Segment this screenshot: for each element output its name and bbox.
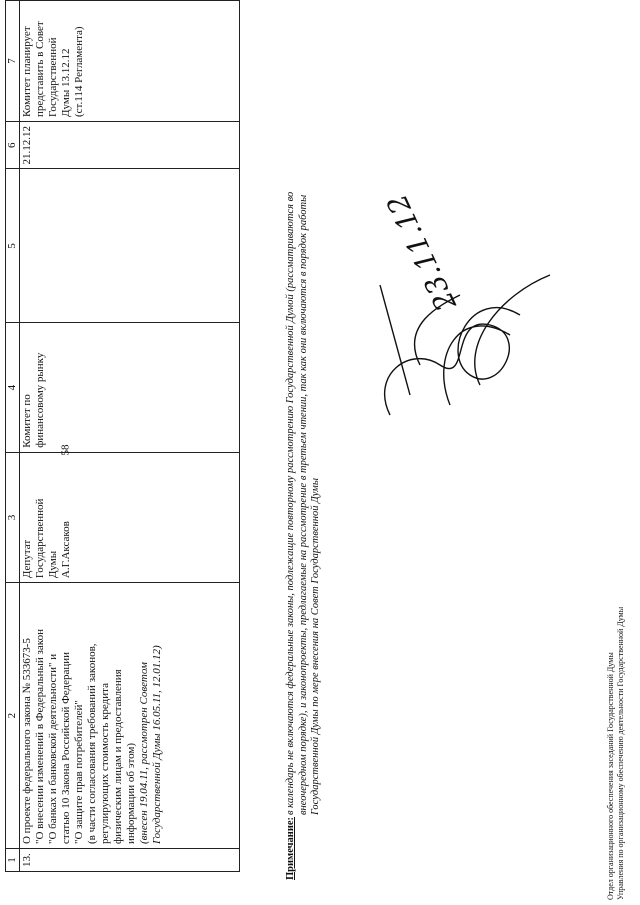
footer-line: Управления по организационному обеспечению деятельности Государственной Думы [616, 606, 625, 900]
col-header-3: 3 [6, 452, 20, 582]
bill-line: "О защите прав потребителей" [73, 700, 85, 845]
bill-line: информации об этом) [125, 742, 137, 845]
author-line: Депутат [21, 539, 33, 579]
footnote-label: Примечание: [285, 816, 296, 880]
col-header-2: 2 [6, 583, 20, 849]
col-header-7: 7 [6, 1, 20, 122]
footer-line: Отдел организационного обеспечения заседаний Государственной Думы [606, 652, 615, 900]
committee-line: Комитет по [21, 394, 33, 448]
bill-title: О проекте федерального закона № 533673-5 [21, 638, 33, 845]
calendar-table [5, 0, 240, 872]
note-line: (ст.114 Регламента) [73, 26, 85, 117]
col-header-4: 4 [6, 323, 20, 452]
bill-description [20, 583, 240, 849]
bill-line: (в части согласования требований законов, [86, 643, 98, 845]
signature-date: 23.11.12 [380, 189, 463, 317]
note-line: Думы 13.12.12 [60, 48, 72, 117]
bill-history: Государственной Думы 16.05.11, 12.01.12) [151, 645, 163, 845]
table-header-row [6, 1, 20, 872]
footnote-line: внеочередном порядке), и законопроекты, предлагаемые на рассмотрение в третьем чтении, так как они включаются в порядок работы [297, 194, 309, 815]
footnote-text [285, 175, 323, 815]
footnote-line: Государственной Думы по мере внесения на Совет Государственной Думы [310, 478, 321, 815]
signature-icon [350, 255, 560, 435]
note-line: Комитет планирует [21, 26, 33, 117]
note-line: представить в Совет [34, 21, 46, 117]
author-line: Государственной [34, 498, 46, 579]
col-header-6: 6 [6, 121, 20, 169]
bill-history: (внесен 19.04.11, рассмотрен Советом [138, 662, 150, 845]
bill-author [20, 452, 240, 582]
page-number: 58 [59, 444, 72, 456]
row-number: 13. [20, 849, 240, 872]
author-line: Думы [47, 550, 59, 579]
bill-line: регулирующих стоимость кредита [99, 683, 111, 845]
committee-line: финансовому рынку [34, 352, 46, 448]
note-line: Государственной [47, 37, 59, 117]
committee-note [20, 1, 240, 122]
bill-line: "О внесении изменений в Федеральный закон [34, 629, 46, 845]
col-header-1: 1 [6, 849, 20, 872]
bill-line: "О банках и банковской деятельности" и [47, 653, 59, 845]
footnote-line: в календарь не включаются федеральные законы, подлежащие повторному рассмотрению Государственной Думой (рассматриваются во [285, 191, 296, 815]
page-footer [606, 607, 626, 900]
table-row [20, 1, 240, 872]
consideration-date: 21.12.12 [20, 121, 240, 169]
bill-line: физическим лицам и предоставления [112, 669, 124, 845]
responsible-committee [20, 323, 240, 452]
author-line: А.Г.Аксаков [60, 521, 72, 579]
bill-line: статью 10 Закона Российской Федерации [60, 651, 72, 845]
col-header-5: 5 [6, 169, 20, 323]
col5-cell [20, 169, 240, 323]
